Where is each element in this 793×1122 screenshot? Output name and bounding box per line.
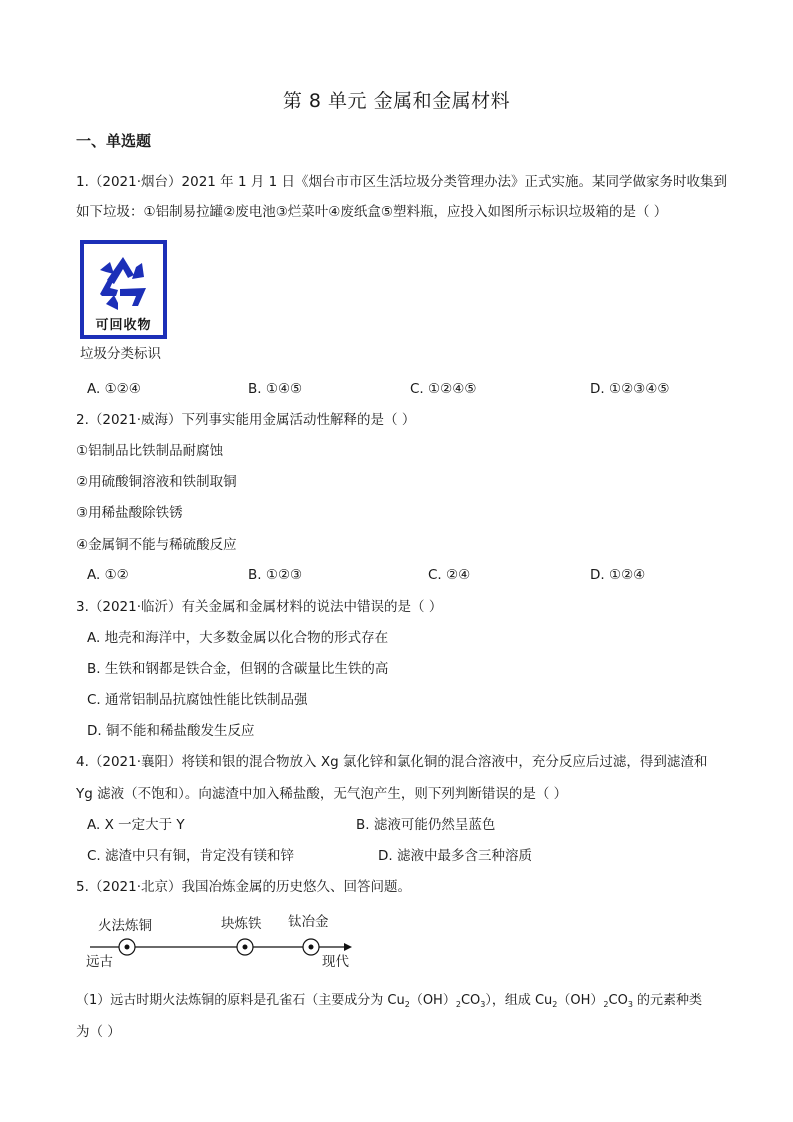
recycle-label: 可回收物 — [95, 318, 152, 333]
q2-item: ②用硫酸铜溶液和铁制取铜 — [76, 474, 237, 490]
timeline-event: 块炼铁 — [221, 916, 262, 932]
q2-stem: 2.（2021·威海）下列事实能用金属活动性解释的是（ ） — [76, 412, 416, 428]
timeline-arrow-icon — [344, 943, 352, 951]
figure-caption: 垃圾分类标识 — [80, 346, 161, 362]
q3-option-d[interactable]: D. 铜不能和稀盐酸发生反应 — [87, 723, 255, 739]
q1-stem-line1: 1.（2021·烟台）2021 年 1 月 1 日《烟台市市区生活垃圾分类管理办法》正式实施。某同学做家务时收集到 — [76, 174, 728, 190]
q1-stem-line2: 如下垃圾：①铝制易拉罐②废电池③烂菜叶④废纸盒⑤塑料瓶，应投入如图所示标识垃圾箱的是（ ） — [76, 204, 668, 220]
recycle-icon — [92, 252, 154, 314]
q2-item: ①铝制品比铁制品耐腐蚀 — [76, 443, 224, 459]
q2-option-d[interactable]: D. ①②④ — [590, 567, 646, 583]
q2-option-a[interactable]: A. ①② — [87, 567, 129, 583]
timeline-start: 远古 — [86, 954, 113, 970]
q4-option-b[interactable]: B. 滤液可能仍然呈蓝色 — [356, 817, 496, 833]
q3-option-b[interactable]: B. 生铁和钢都是铁合金，但钢的含碳量比生铁的高 — [87, 661, 389, 677]
q4-option-d[interactable]: D. 滤液中最多含三种溶质 — [378, 848, 532, 864]
q2-option-b[interactable]: B. ①②③ — [248, 567, 303, 583]
q1-option-c[interactable]: C. ①②④⑤ — [410, 381, 477, 397]
q3-option-c[interactable]: C. 通常铝制品抗腐蚀性能比铁制品强 — [87, 692, 308, 708]
q4-option-c[interactable]: C. 滤渣中只有铜，肯定没有镁和锌 — [87, 848, 295, 864]
q5-sub1-line1: （1）远古时期火法炼铜的原料是孔雀石（主要成分为 $Cu_2(OH)_2CO_3$），组成 $Cu_2(OH)_2CO_3$ 的元素种类 — [76, 993, 703, 1009]
page-title: 第 8 单元 金属和金属材料 — [282, 90, 511, 112]
q2-item: ③用稀盐酸除铁锈 — [76, 505, 183, 521]
q4-option-a[interactable]: A. X 一定大于 Y — [87, 817, 185, 833]
q4-stem-line1: 4.（2021·襄阳）将镁和银的混合物放入 Xg 氯化锌和氯化铜的混合溶液中，充分反应后过滤，得到滤渣和 — [76, 754, 708, 770]
q3-option-a[interactable]: A. 地壳和海洋中，大多数金属以化合物的形式存在 — [87, 630, 389, 646]
recycle-sign — [80, 240, 167, 339]
history-timeline — [86, 912, 356, 972]
q3-stem: 3.（2021·临沂）有关金属和金属材料的说法中错误的是（ ） — [76, 599, 443, 615]
timeline-end: 现代 — [322, 954, 349, 970]
q5-sub1-line2: 为（ ） — [76, 1024, 121, 1040]
timeline-event: 钛冶金 — [288, 914, 329, 930]
q1-option-b[interactable]: B. ①④⑤ — [248, 381, 303, 397]
q5-stem: 5.（2021·北京）我国冶炼金属的历史悠久、回答问题。 — [76, 879, 412, 895]
q4-stem-line2: Yg 滤液（不饱和）。向滤渣中加入稀盐酸，无气泡产生，则下列判断错误的是（ ） — [76, 786, 568, 802]
timeline-event: 火法炼铜 — [98, 918, 152, 934]
section-heading: 一、单选题 — [76, 132, 152, 150]
q1-option-d[interactable]: D. ①②③④⑤ — [590, 381, 670, 397]
q2-option-c[interactable]: C. ②④ — [428, 567, 471, 583]
q2-item: ④金属铜不能与稀硫酸反应 — [76, 537, 237, 553]
q1-option-a[interactable]: A. ①②④ — [87, 381, 141, 397]
